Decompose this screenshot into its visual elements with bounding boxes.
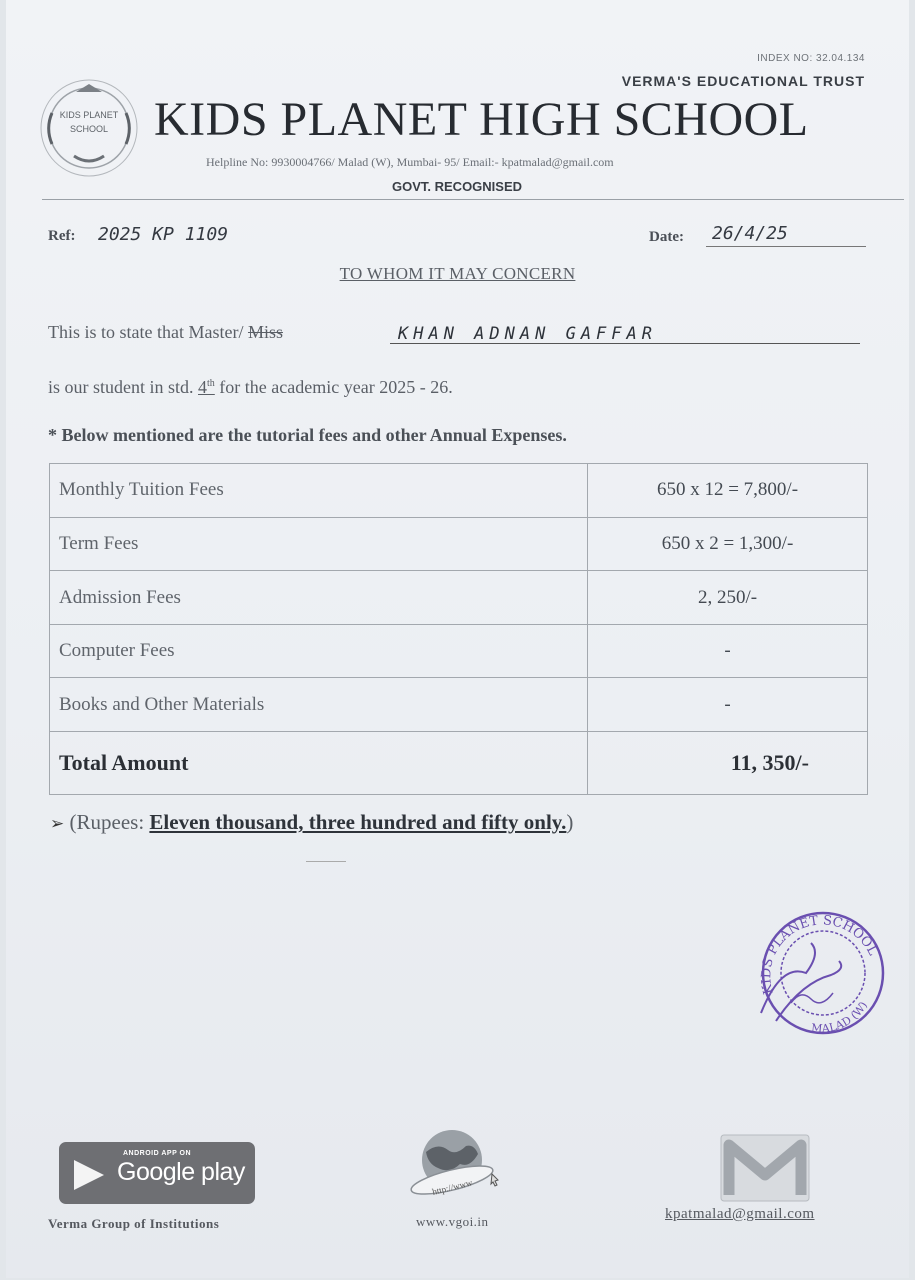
globe-url-text: http://www — [431, 1177, 474, 1197]
std-suffix: th — [207, 378, 215, 389]
date-label: Date: — [649, 229, 684, 245]
table-row — [50, 678, 868, 732]
statement-line-1 — [48, 322, 283, 343]
fee-label: Computer Fees — [50, 624, 588, 678]
ref-value: 2025 KP 1109 — [98, 224, 229, 245]
gmail-icon — [719, 1133, 811, 1203]
fee-label: Books and Other Materials — [50, 678, 588, 732]
trust-name: VERMA'S EDUCATIONAL TRUST — [621, 73, 865, 89]
total-row — [50, 732, 868, 795]
stamp-text-top: KIDS PLANET SCHOOL — [759, 913, 881, 996]
line2-prefix: is our student in std. — [48, 377, 194, 397]
fee-amount: 650 x 12 = 7,800/- — [588, 464, 868, 518]
school-name: KIDS PLANET HIGH SCHOOL — [154, 93, 809, 146]
logo-text-1: KIDS PLANET — [59, 110, 119, 120]
total-amount: 11, 350/- — [588, 732, 868, 795]
fee-amount: 650 x 2 = 1,300/- — [588, 517, 868, 571]
index-number: INDEX NO: 32.04.134 — [757, 53, 865, 64]
pen-stroke — [306, 861, 346, 862]
letter-heading: TO WHOM IT MAY CONCERN — [339, 264, 576, 283]
date-underline — [706, 246, 866, 247]
gplay-label: Google play — [117, 1158, 245, 1186]
table-row — [50, 571, 868, 625]
email-text[interactable]: kpatmalad@gmail.com — [665, 1206, 815, 1222]
fees-table — [49, 463, 868, 795]
globe-icon — [404, 1124, 504, 1204]
arrow-icon: ➢ — [50, 814, 65, 833]
fee-amount: 2, 250/- — [588, 571, 868, 625]
stamp-text-bottom: MALAD (W) — [810, 999, 870, 1036]
table-row — [50, 517, 868, 571]
total-label: Total Amount — [50, 732, 588, 795]
letter-page — [6, 0, 909, 1278]
school-logo — [36, 78, 142, 178]
statement-line-2 — [48, 377, 453, 398]
school-stamp — [751, 903, 889, 1038]
amount-in-words — [50, 810, 573, 835]
google-play-badge[interactable] — [59, 1142, 255, 1204]
gplay-caption: ANDROID APP ON — [123, 1150, 192, 1157]
struck-title: Miss — [247, 322, 283, 342]
rupees-words: Eleven thousand, three hundred and fifty only. — [149, 810, 567, 834]
fees-note: * Below mentioned are the tutorial fees and other Annual Expenses. — [48, 425, 567, 445]
fee-amount: - — [588, 678, 868, 732]
std-number: 4 — [198, 377, 208, 397]
helpline-text: Helpline No: 9930004766/ Malad (W), Mumbai- 95/ Email:- kpatmalad@gmail.com — [206, 155, 614, 169]
fee-amount: - — [588, 624, 868, 678]
student-name: KHAN ADNAN GAFFAR — [398, 324, 657, 344]
fee-label: Admission Fees — [50, 571, 588, 625]
fee-label: Monthly Tuition Fees — [50, 464, 588, 518]
website-text: www.vgoi.in — [416, 1214, 489, 1229]
student-name-underline — [390, 343, 860, 344]
svg-text:MALAD (W) — [811, 999, 870, 1035]
logo-text-2: SCHOOL — [69, 124, 109, 134]
date-value: 26/4/25 — [712, 223, 788, 244]
rupees-prefix: (Rupees: — [69, 810, 145, 834]
fee-label: Term Fees — [50, 517, 588, 571]
standard-value — [198, 377, 215, 397]
table-row — [50, 624, 868, 678]
table-row — [50, 464, 868, 518]
recognition-text: GOVT. RECOGNISED — [392, 179, 523, 194]
group-name: Verma Group of Institutions — [48, 1216, 220, 1231]
rupees-suffix: ) — [566, 810, 574, 834]
ref-label: Ref: — [48, 228, 76, 244]
statement-prefix: This is to state that Master/ — [48, 322, 244, 342]
play-icon — [74, 1160, 104, 1190]
line2-suffix: for the academic year 2025 - 26. — [219, 377, 453, 397]
header-divider — [42, 199, 904, 200]
